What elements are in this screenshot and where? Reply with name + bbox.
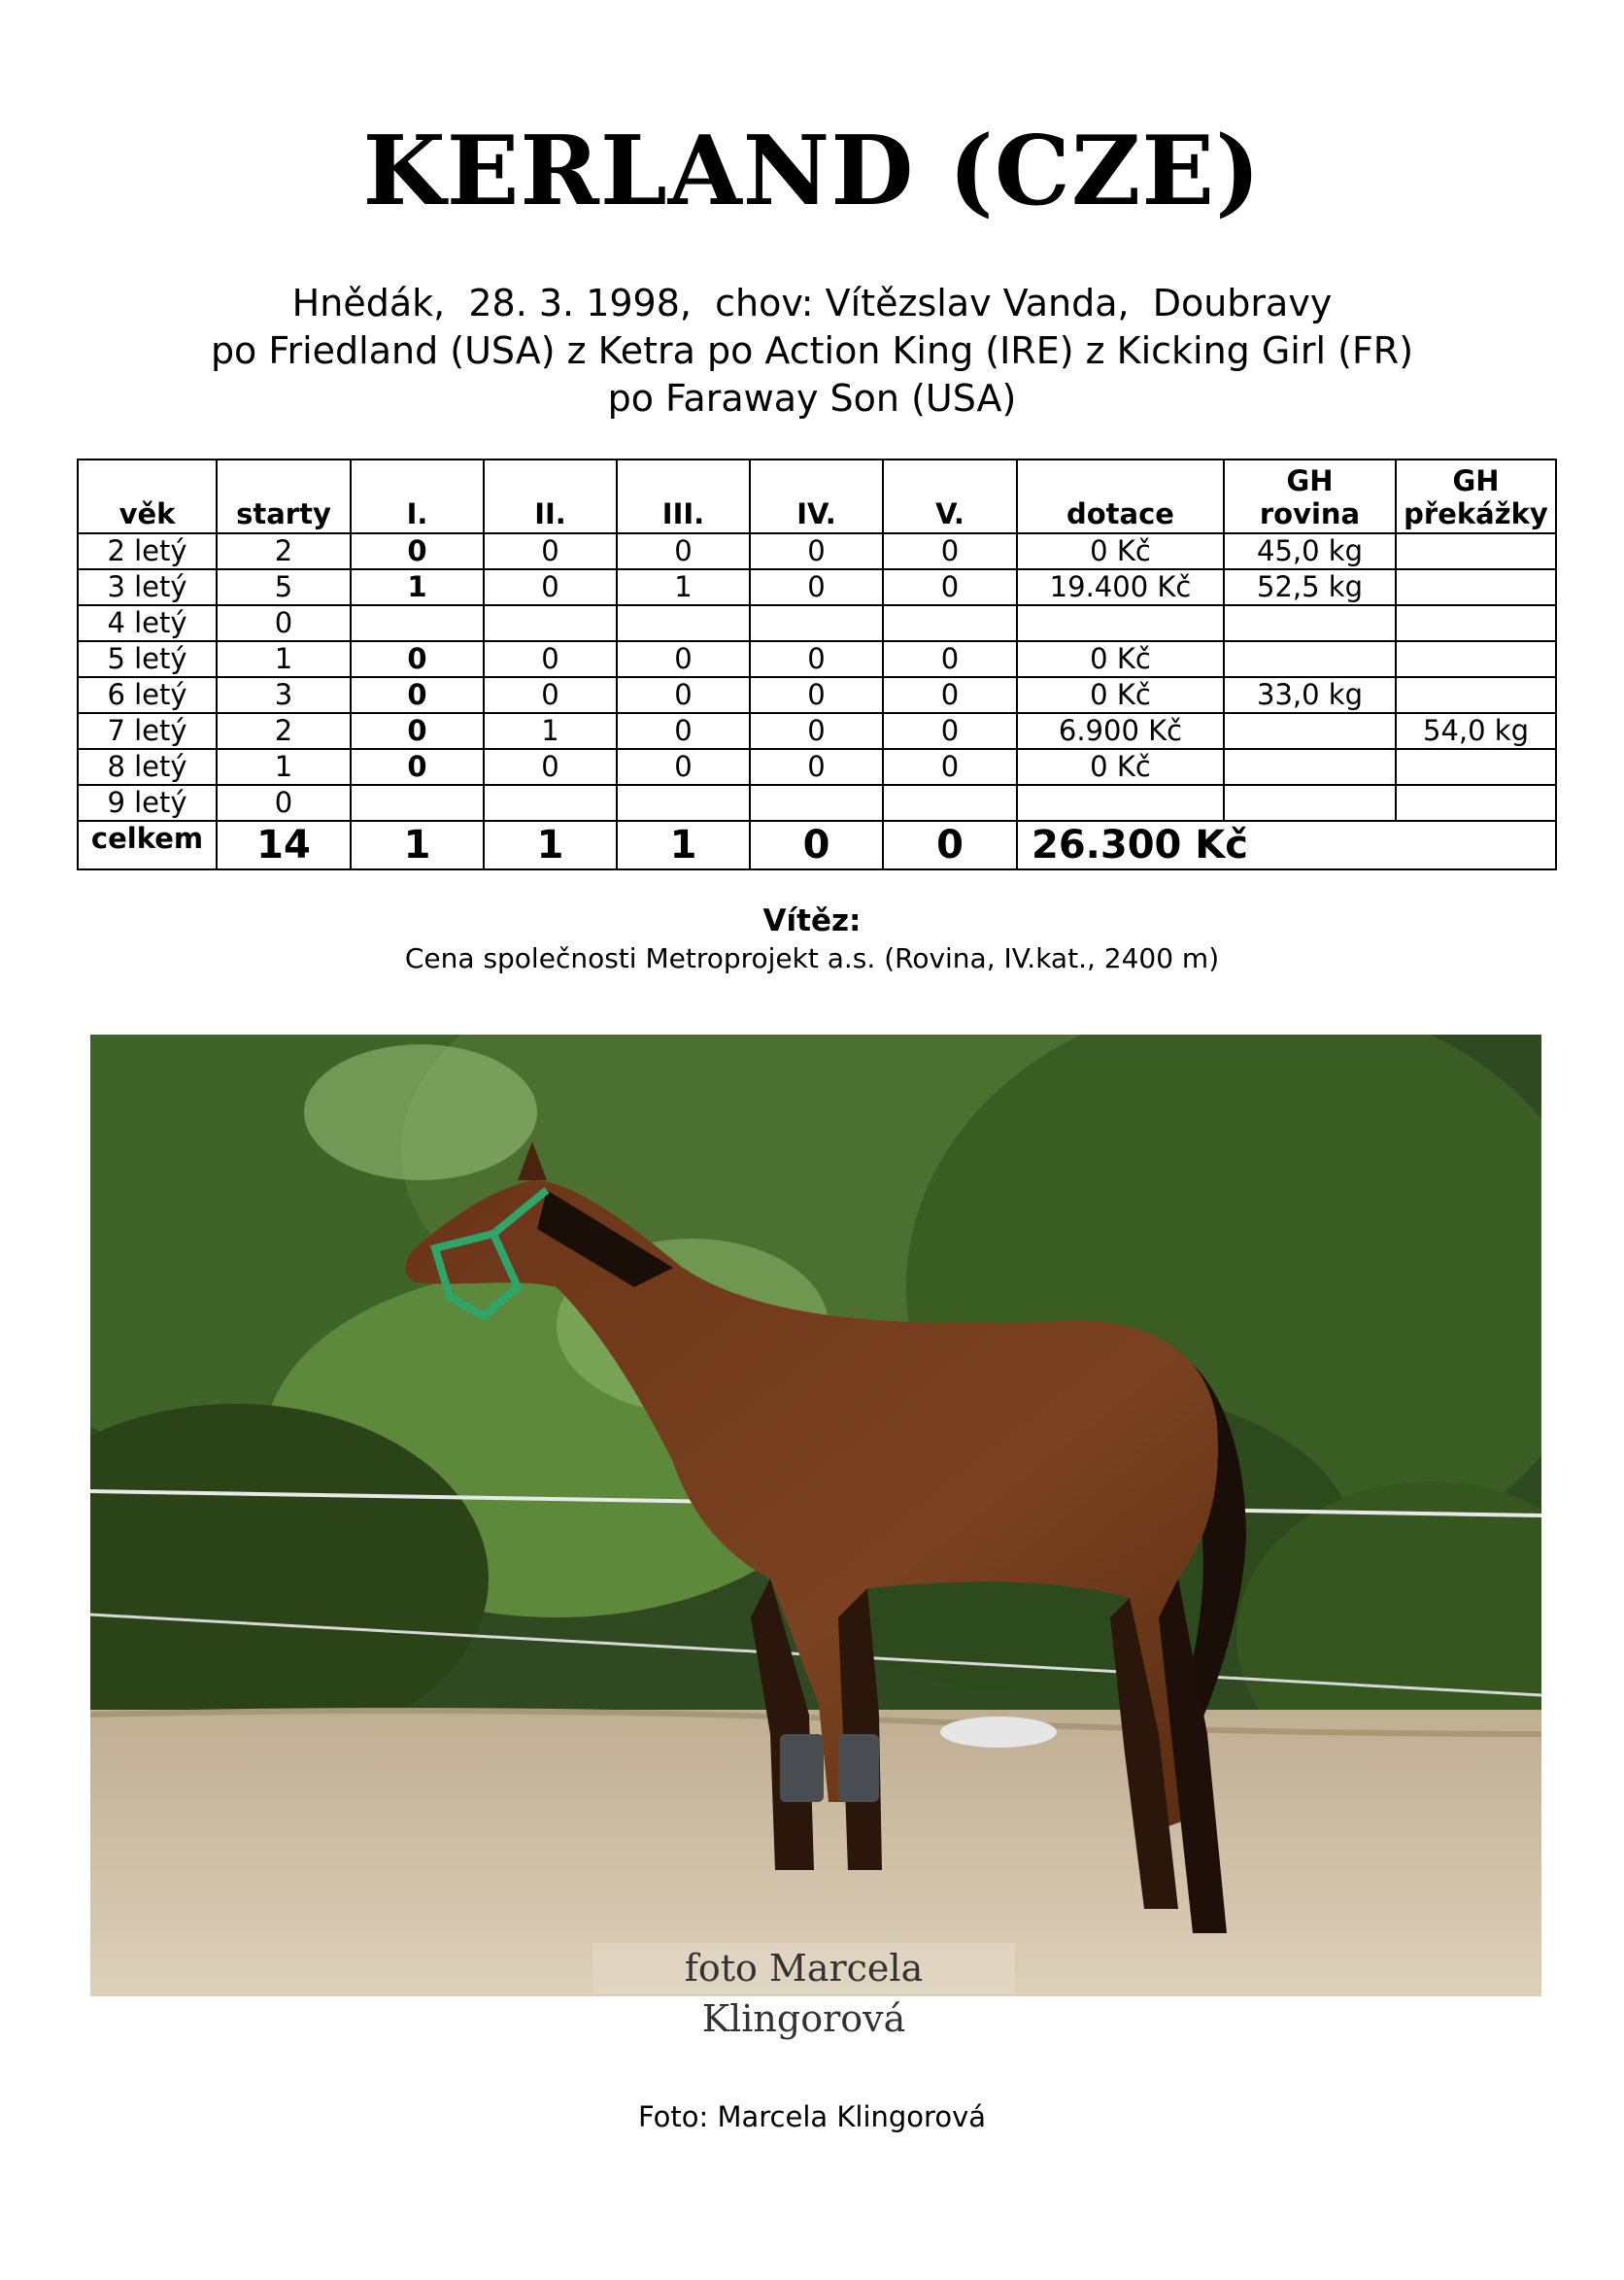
cell-starts: 2 <box>217 533 351 569</box>
cell-p5 <box>883 605 1017 641</box>
cell-p5: 0 <box>883 569 1017 605</box>
table-header-row <box>78 459 1556 533</box>
photo-caption: Foto: Marcela Klingorová <box>637 2100 987 2133</box>
cell-gh-flat: 52,5 kg <box>1224 569 1396 605</box>
cell-p4: 0 <box>750 641 883 677</box>
cell-p1: 0 <box>351 641 484 677</box>
cell-starts: 0 <box>217 785 351 821</box>
table-row <box>78 569 1556 605</box>
details-line-3: po Faraway Son (USA) <box>607 377 1017 420</box>
cell-money <box>1017 605 1224 641</box>
cell-p2: 0 <box>484 533 617 569</box>
total-label: celkem <box>78 821 217 869</box>
horse-photo <box>90 1035 1541 1996</box>
cell-p5 <box>883 785 1017 821</box>
cell-money: 0 Kč <box>1017 749 1224 785</box>
cell-gh-jump <box>1396 785 1556 821</box>
cell-gh-flat <box>1224 713 1396 749</box>
cell-gh-jump <box>1396 749 1556 785</box>
cell-gh-flat: 45,0 kg <box>1224 533 1396 569</box>
cell-p2: 0 <box>484 641 617 677</box>
cell-starts: 3 <box>217 677 351 713</box>
table-row <box>78 533 1556 569</box>
cell-p4: 0 <box>750 713 883 749</box>
cell-starts: 5 <box>217 569 351 605</box>
cell-p1: 0 <box>351 533 484 569</box>
cell-p1: 1 <box>351 569 484 605</box>
race-stats-table <box>77 459 1557 870</box>
cell-p4 <box>750 605 883 641</box>
cell-p4: 0 <box>750 677 883 713</box>
photo-watermark: foto Marcela Klingorová <box>592 1943 1015 1993</box>
cell-gh-jump <box>1396 677 1556 713</box>
cell-age: 2 letý <box>78 533 217 569</box>
cell-age: 4 letý <box>78 605 217 641</box>
col-header: věk <box>78 459 217 533</box>
table-row <box>78 713 1556 749</box>
col-header: GH překážky <box>1396 459 1556 533</box>
cell-p5: 0 <box>883 713 1017 749</box>
winner-race: Cena společnosti Metroprojekt a.s. (Rovina, IV.kat., 2400 m) <box>404 942 1220 974</box>
cell-money: 6.900 Kč <box>1017 713 1224 749</box>
cell-starts: 0 <box>217 605 351 641</box>
total-second: 1 <box>484 821 617 869</box>
cell-p1: 0 <box>351 713 484 749</box>
cell-p2: 0 <box>484 569 617 605</box>
table-row <box>78 749 1556 785</box>
cell-money: 0 Kč <box>1017 641 1224 677</box>
cell-age: 9 letý <box>78 785 217 821</box>
cell-age: 7 letý <box>78 713 217 749</box>
cell-p3: 0 <box>617 713 750 749</box>
cell-p2: 0 <box>484 749 617 785</box>
col-header: IV. <box>750 459 883 533</box>
cell-p2 <box>484 605 617 641</box>
total-fourth: 0 <box>750 821 883 869</box>
cell-age: 8 letý <box>78 749 217 785</box>
cell-gh-jump <box>1396 605 1556 641</box>
col-header: starty <box>217 459 351 533</box>
total-third: 1 <box>617 821 750 869</box>
cell-p4: 0 <box>750 569 883 605</box>
cell-money <box>1017 785 1224 821</box>
cell-starts: 1 <box>217 749 351 785</box>
cell-p4 <box>750 785 883 821</box>
col-header: II. <box>484 459 617 533</box>
cell-p3: 0 <box>617 749 750 785</box>
table-row <box>78 785 1556 821</box>
cell-p3: 1 <box>617 569 750 605</box>
total-first: 1 <box>351 821 484 869</box>
cell-p5: 0 <box>883 533 1017 569</box>
cell-gh-flat <box>1224 605 1396 641</box>
cell-p2 <box>484 785 617 821</box>
total-money: 26.300 Kč <box>1017 821 1556 869</box>
cell-p2: 0 <box>484 677 617 713</box>
cell-gh-jump: 54,0 kg <box>1396 713 1556 749</box>
col-header: GH rovina <box>1224 459 1396 533</box>
cell-p3 <box>617 785 750 821</box>
cell-p5: 0 <box>883 749 1017 785</box>
col-header: III. <box>617 459 750 533</box>
table-total-row <box>78 821 1556 869</box>
table-row <box>78 641 1556 677</box>
cell-gh-flat: 33,0 kg <box>1224 677 1396 713</box>
col-header: dotace <box>1017 459 1224 533</box>
cell-p1 <box>351 605 484 641</box>
cell-p3: 0 <box>617 677 750 713</box>
cell-age: 3 letý <box>78 569 217 605</box>
cell-p2: 1 <box>484 713 617 749</box>
cell-p5: 0 <box>883 641 1017 677</box>
cell-p3 <box>617 605 750 641</box>
horse-photo-image <box>90 1035 1541 1996</box>
details-line-1: Hnědák, 28. 3. 1998, chov: Vítězslav Vanda, Doubravy <box>291 282 1333 324</box>
cell-gh-flat <box>1224 749 1396 785</box>
winner-heading: Vítěz: <box>762 903 862 938</box>
cell-gh-flat <box>1224 785 1396 821</box>
cell-age: 6 letý <box>78 677 217 713</box>
total-fifth: 0 <box>883 821 1017 869</box>
cell-starts: 1 <box>217 641 351 677</box>
cell-p3: 0 <box>617 533 750 569</box>
cell-p4: 0 <box>750 533 883 569</box>
page-title: KERLAND (CZE) <box>362 116 1262 227</box>
table-row <box>78 677 1556 713</box>
table-row <box>78 605 1556 641</box>
total-starts: 14 <box>217 821 351 869</box>
cell-p5: 0 <box>883 677 1017 713</box>
cell-p1: 0 <box>351 749 484 785</box>
cell-money: 0 Kč <box>1017 533 1224 569</box>
details-line-2: po Friedland (USA) z Ketra po Action King (IRE) z Kicking Girl (FR) <box>210 329 1414 372</box>
col-header: I. <box>351 459 484 533</box>
col-header: V. <box>883 459 1017 533</box>
cell-money: 0 Kč <box>1017 677 1224 713</box>
cell-gh-flat <box>1224 641 1396 677</box>
cell-gh-jump <box>1396 641 1556 677</box>
cell-gh-jump <box>1396 533 1556 569</box>
cell-p4: 0 <box>750 749 883 785</box>
cell-p1 <box>351 785 484 821</box>
cell-p3: 0 <box>617 641 750 677</box>
cell-starts: 2 <box>217 713 351 749</box>
cell-age: 5 letý <box>78 641 217 677</box>
cell-p1: 0 <box>351 677 484 713</box>
horse-details <box>0 280 1624 423</box>
cell-money: 19.400 Kč <box>1017 569 1224 605</box>
cell-gh-jump <box>1396 569 1556 605</box>
